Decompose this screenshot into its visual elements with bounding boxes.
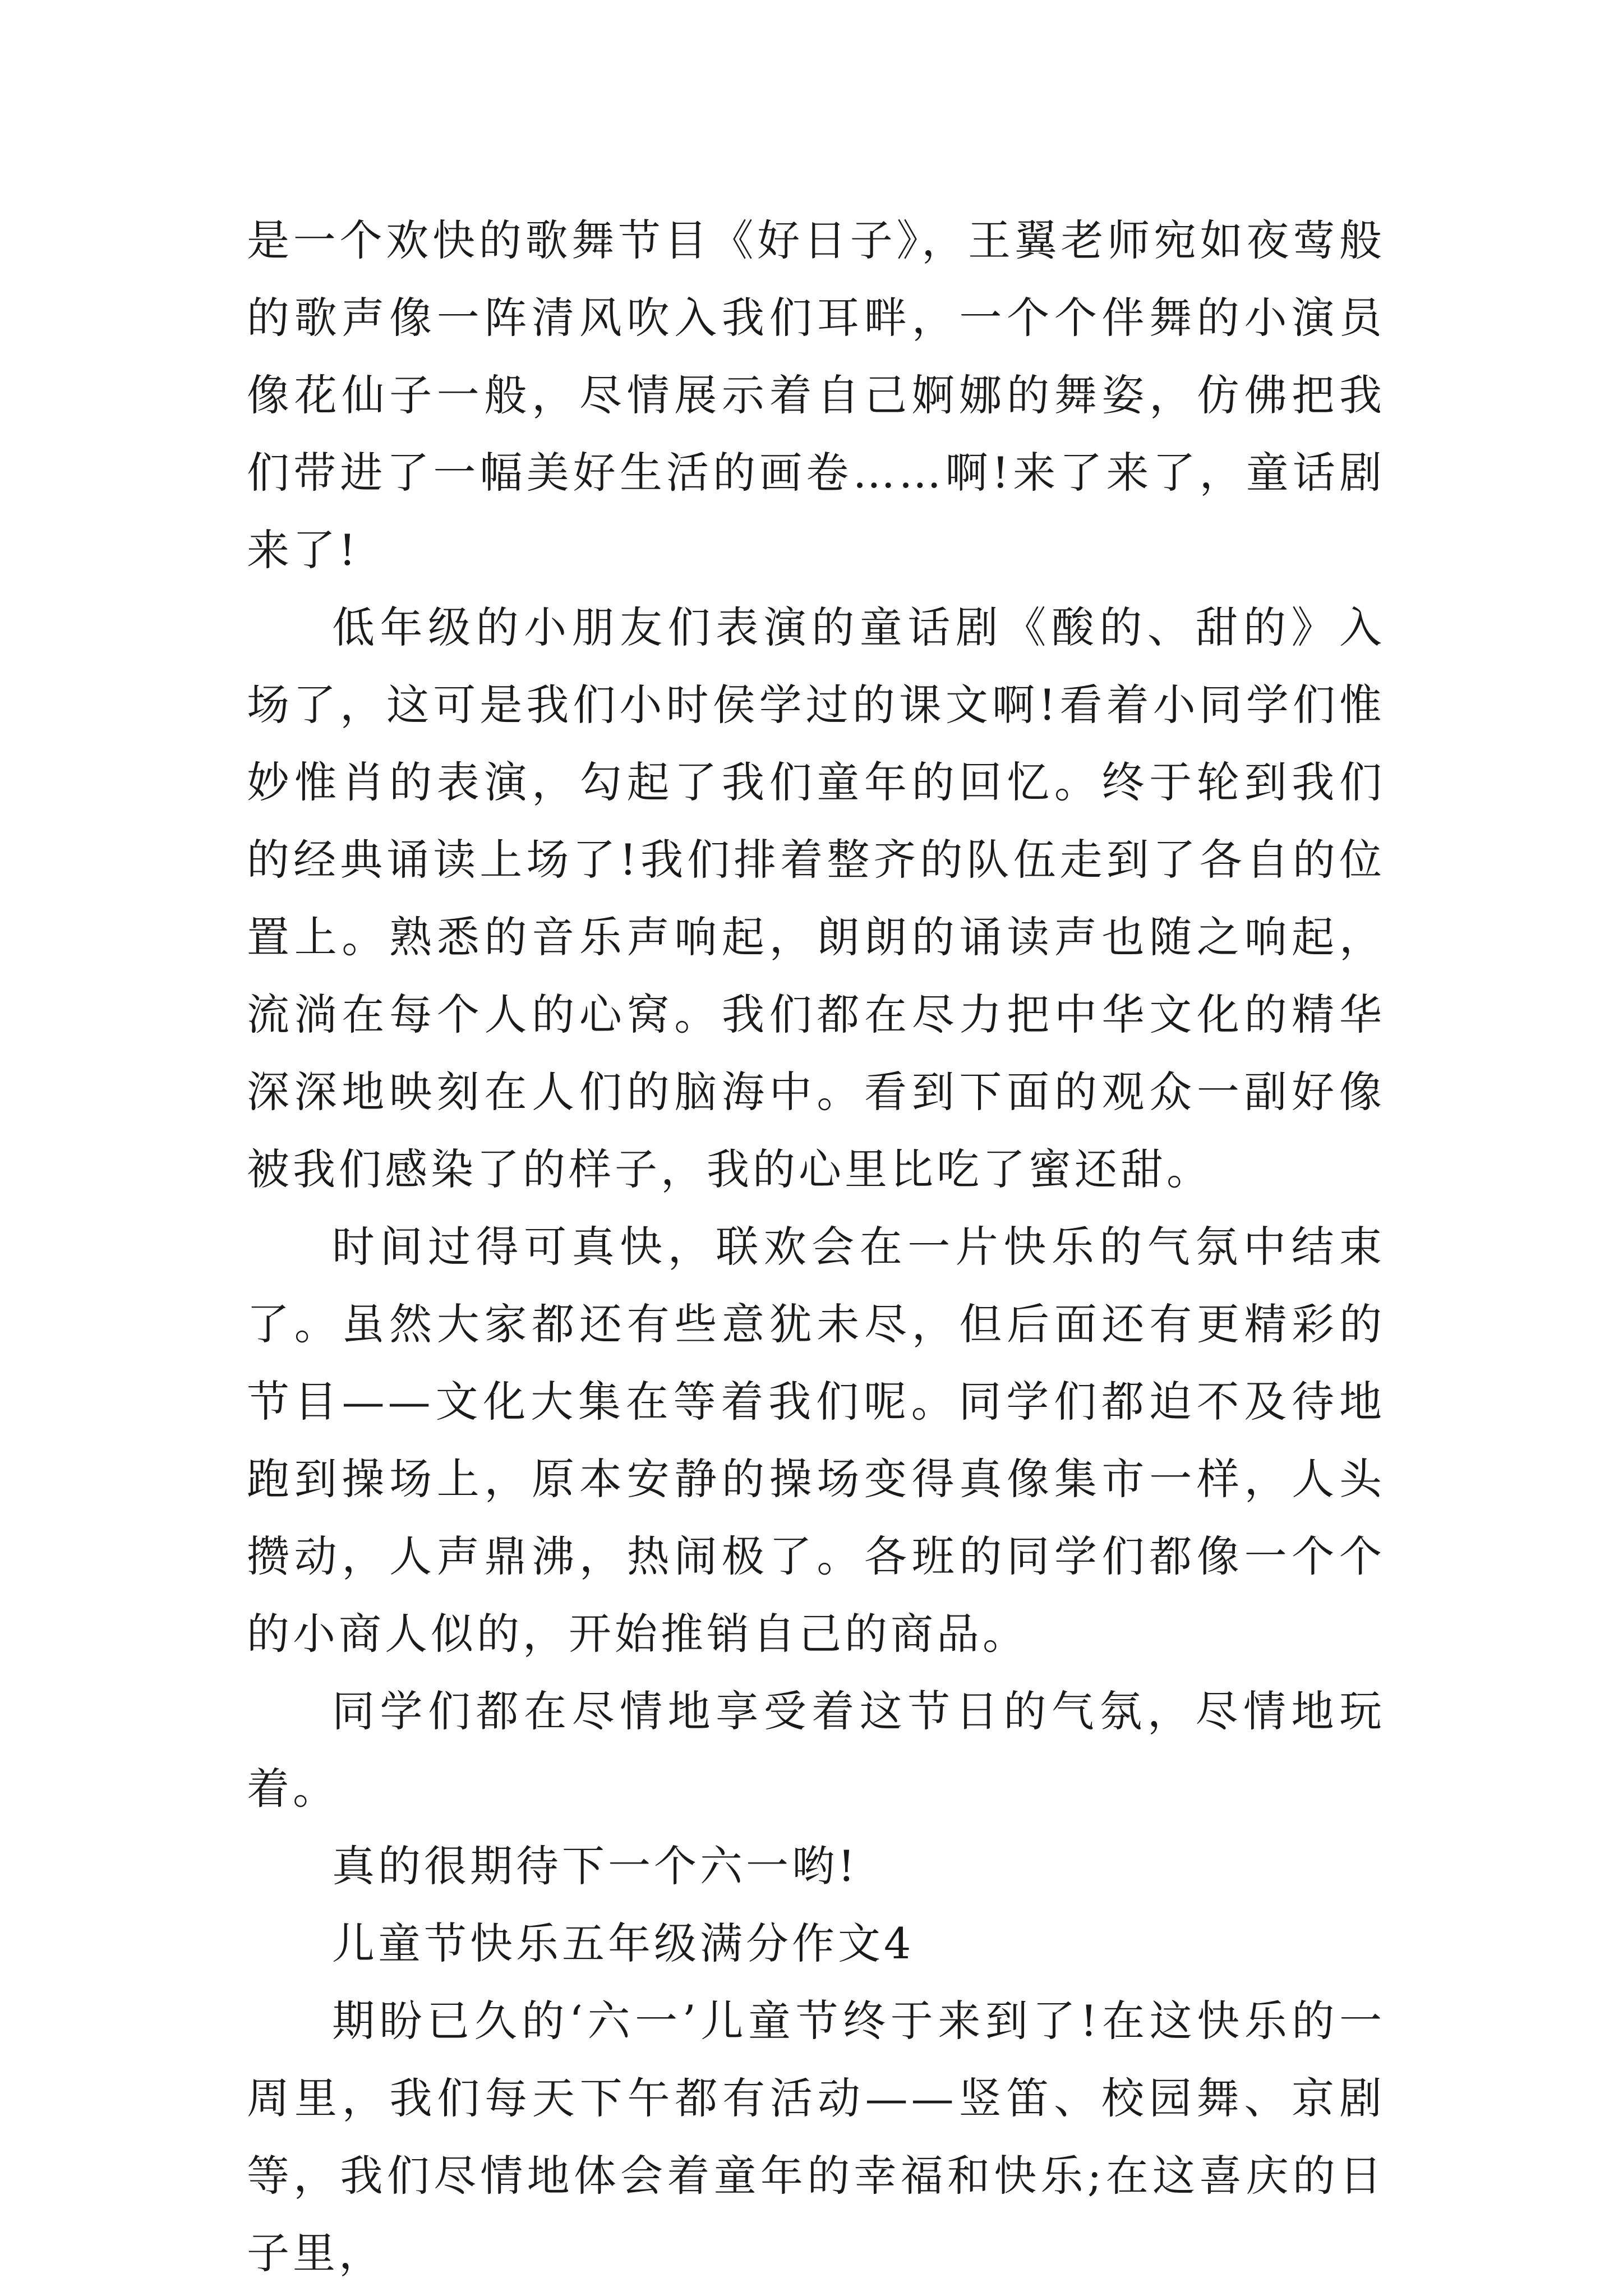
paragraph-6: 期盼已久的‘六一’儿童节终于来到了!在这快乐的一周里，我们每天下午都有活动——竖笛、校园舞、京剧等，我们尽情地体会着童年的幸福和快乐;在这喜庆的日子里， (247, 1996, 1385, 2278)
article-body (247, 202, 1385, 2292)
paragraph-2: 低年级的小朋友们表演的童话剧《酸的、甜的》入场了，这可是我们小时侯学过的课文啊!看着小同学们惟妙惟肖的表演，勾起了我们童年的回忆。终于轮到我们的经典诵读上场了!我们排着整齐的队伍走到了各自的位置上。熟悉的音乐声响起，朗朗的诵读声也随之响起，流淌在每个人的心窝。我们都在尽力把中华文化的精华深深地映刻在人们的脑海中。看到下面的观众一副好像被我们感染了的样子，我的心里比吃了蜜还甜。 (247, 602, 1385, 1194)
paragraph-5: 真的很期待下一个六一哟! (332, 1841, 859, 1891)
paragraph-3: 时间过得可真快，联欢会在一片快乐的气氛中结束了。虽然大家都还有些意犹未尽，但后面还有更精彩的节目——文化大集在等着我们呢。同学们都迫不及待地跑到操场上，原本安静的操场变得真像集市一样，人头攒动，人声鼎沸，热闹极了。各班的同学们都像一个个的小商人似的，开始推销自己的商品。 (247, 1222, 1385, 1659)
paragraph-1: 是一个欢快的歌舞节目《好日子》，王翼老师宛如夜莺般的歌声像一阵清风吹入我们耳畔，一个个伴舞的小演员像花仙子一般，尽情展示着自己婀娜的舞姿，仿佛把我们带进了一幅美好生活的画卷……啊!来了来了，童话剧来了! (247, 215, 1385, 575)
paragraph-4: 同学们都在尽情地享受着这节日的气氛，尽情地玩着。 (247, 1686, 1385, 1814)
section-heading: 儿童节快乐五年级满分作文4 (332, 1918, 915, 1968)
